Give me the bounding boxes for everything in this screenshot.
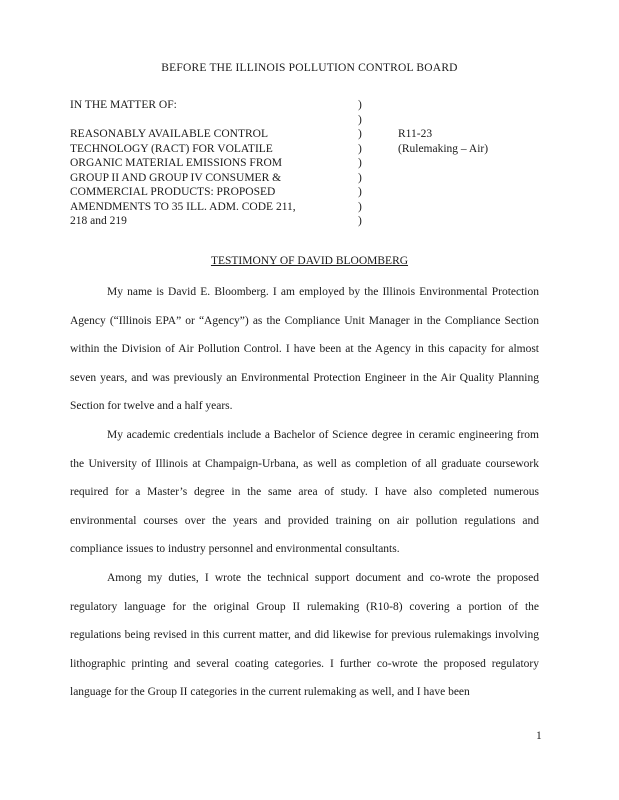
testimony-body [70,278,539,707]
caption-paren: ) [358,157,362,169]
caption-paren: ) [358,200,362,213]
caption-paren: ) [358,99,362,111]
caption-paren: ) [358,142,362,155]
caption-paren: ) [358,113,362,126]
paragraph: Among my duties, I wrote the technical support document and co-wrote the proposed regulatory language for the original Group II rulemaking (R10-8) covering a portion of the regulations being revised in this current matter, and did likewise for previous rulemakings involving lithographic printing and several coating categories. I further co-wrote the proposed regulatory language for the Group II categories in the current rulemaking as well, and I have been [70,571,539,699]
caption-paren: ) [358,215,362,227]
page-number: 1 [536,730,542,742]
caption-paren: ) [358,186,362,198]
caption-line [70,113,340,128]
caption-line: REASONABLY AVAILABLE CONTROL [70,128,268,140]
caption-parens [358,98,368,229]
paragraph: My name is David E. Bloomberg. I am employed by the Illinois Environmental Protection Agency (“Illinois EPA” or “Agency”) as the Compliance Unit Manager in the Compliance Section within the Division of Air Pollution Control. I have been at the Agency in this capacity for almost seven years, and was previously an Environmental Protection Engineer in the Air Quality Planning Section for twelve and a half years. [70,286,539,413]
testimony-title: TESTIMONY OF DAVID BLOOMBERG [210,255,409,267]
caption-docket [398,98,538,156]
caption-line: 218 and 219 [70,215,127,227]
caption-line: GROUP II AND GROUP IV CONSUMER & [70,171,282,184]
caption-line: ORGANIC MATERIAL EMISSIONS FROM [70,157,283,169]
board-title: BEFORE THE ILLINOIS POLLUTION CONTROL BOARD [161,62,458,74]
docket-type: (Rulemaking – Air) [398,142,489,155]
caption-paren: ) [358,128,362,140]
caption-line: COMMERCIAL PRODUCTS: PROPOSED [70,186,276,198]
caption-matter [70,98,340,229]
caption-line: IN THE MATTER OF: [70,99,177,111]
caption-paren: ) [358,171,362,184]
caption-line: TECHNOLOGY (RACT) FOR VOLATILE [70,142,273,155]
docket-number: R11-23 [398,128,433,140]
paragraph: My academic credentials include a Bachelor of Science degree in ceramic engineering from the University of Illinois at Champaign-Urbana, as well as completion of all graduate coursework required for a Master’s degree in the same area of study. I have also completed numerous environmental courses over the years and provided training on air pollution regulations and compliance issues to industry personnel and environmental consultants. [70,428,539,556]
caption-line: AMENDMENTS TO 35 ILL. ADM. CODE 211, [70,200,296,213]
